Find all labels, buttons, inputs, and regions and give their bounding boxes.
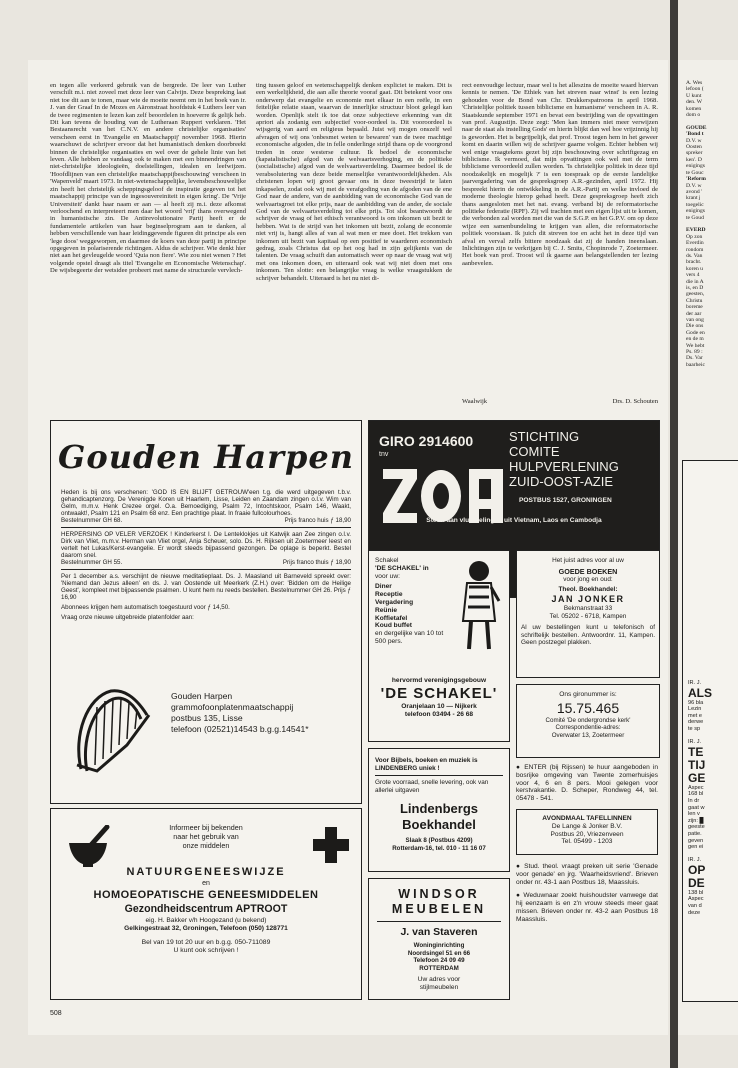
article-column-3 bbox=[462, 82, 658, 398]
gh-addr-1: grammofoonplatenmaatschappij bbox=[171, 702, 294, 712]
ad-gouden-harpen bbox=[50, 420, 362, 804]
giro-t3: Overwater 13, Zoetermeer bbox=[551, 731, 625, 739]
schakel-item-2: Vergadering bbox=[375, 598, 414, 606]
facing-page-line: geesten, bbox=[686, 291, 705, 298]
facing-page-line: krant j bbox=[686, 195, 701, 202]
windsor-w3: Telefoon 24 09 49 bbox=[413, 957, 465, 965]
facing-page-line: We hebt bbox=[686, 342, 705, 349]
ad-ondergrondse-kerk bbox=[516, 684, 660, 758]
magazine-page bbox=[28, 60, 668, 1035]
facing-page-line: TE bbox=[688, 744, 704, 759]
facing-page-line: 'Bond t bbox=[686, 131, 704, 138]
lindenberg-addr1: Slaak 8 (Postbus 4209) bbox=[405, 837, 473, 844]
schakel-item-0: Diner bbox=[375, 583, 392, 591]
ad-windsor-meubelen bbox=[368, 878, 510, 1000]
facing-page-line: komen bbox=[686, 105, 702, 112]
windsor-w1: Woninginrichting bbox=[413, 942, 465, 949]
facing-page-line: D.V. w bbox=[686, 182, 702, 189]
jonker-t5: Bekmanstraat 33 bbox=[563, 605, 613, 613]
homoeo-t4: NATUURGENEESWIJZE bbox=[126, 866, 286, 878]
schakel-item-5: Koud buffet bbox=[375, 622, 412, 630]
jonker-t2: voor jong en oud: bbox=[563, 575, 613, 583]
jonker-t3: Theol. Boekhandel: bbox=[558, 586, 618, 594]
article-column-1 bbox=[50, 82, 246, 412]
facing-page-line: lefoon ( bbox=[686, 86, 704, 93]
facing-page-line: GOUDE bbox=[686, 124, 707, 131]
gh-addr-3: telefoon (02521)14543 b.g.g.14541* bbox=[171, 724, 309, 734]
facing-page-line: 96 bla bbox=[688, 699, 704, 706]
schakel-intro: Schakel bbox=[375, 557, 399, 564]
ad-homoeopathie bbox=[50, 808, 362, 1000]
harp-logo-icon bbox=[67, 685, 155, 775]
jonker-t4: JAN JONKER bbox=[551, 594, 625, 605]
facing-page-line: dom o bbox=[686, 112, 701, 119]
gh-text-4: Abonnees krijgen hem automatisch toegestuurd voor ƒ 14,50. bbox=[61, 604, 230, 611]
lindenberg-addr2: Rotterdam-16, tel. 010 - 11 16 07 bbox=[392, 845, 486, 852]
facing-page-line: Aspec bbox=[688, 896, 704, 903]
bullet-icon: ● bbox=[516, 764, 522, 771]
facing-page-line: spreker bbox=[686, 150, 703, 157]
gh-price-2: Prijs franco thuis ƒ 18,90 bbox=[282, 559, 351, 566]
facing-page-line: IR. J. bbox=[688, 857, 702, 864]
facing-page-line: boreme bbox=[686, 304, 703, 311]
zoa-giro: GIRO 2914600 bbox=[379, 433, 474, 449]
article-text-col2: ting tussen geloof en wetenschappelijk denken expliciet te maken. Dit is een werkelijkheid, die aan alle theorie vooraf gaat. Dit betekent voor ons onderwerp dat evangelie en economie met elkaar in een reële, in een feitelijke relatie staan, waarvan de innerlijke structuur bloot gelegd kan worden. Openlijk stelt ik toe dat onze subjectieve erkenning van dit apriori als zodanig een subjectief voor-oordeel is. Dit vooroordeel is wijsgerig van aard en religieus bepaald. Juist wij mogen onszelf wel afvragen of wij ons 'onbesmet weten te bewaren' van de twee machtige economische afgoden, die in felle onderlinge strijd thans op de voorgrond treden in onze westerse cultuur. Ik bedoel de economische (kapatalistische) afgod van de welvaartsverhoging, en de politieke (socialistische) afgod van de welvaartsverdeling. Daarmee bedoel ik de verabsolutering van deze beide menselijke verantwoordelijkheden. Als christenen lopen wij groot gevaar ons in deze tweestrijd te laten inkapselen, zodat ook wij met de verafgoding van de afgoden van de ene God naar de andere, van de aanbidding van de economische God van de welvaartsgroei tot elke prijs, naar de aanbidding van de ander, de sociale God van de welvaartsverdeling tot elke prijs. Tot slot beantwoordt de schrijver de vraag of het ethisch verantwoord is om inkomen uit bezit te hebben. Wat is de strijd van het inkomen uit bezit, zolang de economie niet vrij is, hangt alles af van al wat men er mee doet. Het trekken van inkomen uit bezit van kapitaal op een positief te waarderen economisch gedrag, zoals Christus dat op het oog had in zijn gelijkenis van de talenten. De vraag schuift dan automatisch weer op naar de vraag wat wij met ons inkomen doen, en uiteraard ook wat wij niet doen met ons inkomen. Ten slotte: een belangrijke vraag is welke vraagstukken de schrijver behandelt. Uiteraard is het nu niet di- bbox=[256, 82, 452, 282]
facing-page-line: van ong bbox=[686, 317, 704, 324]
facing-page-line: geven bbox=[688, 837, 704, 844]
windsor-t2: MEUBELEN bbox=[391, 902, 487, 916]
gh-addr-0: Gouden Harpen bbox=[171, 691, 233, 701]
classified-stud bbox=[516, 863, 658, 886]
jonker-t6: Tel. 05202 - 6718, Kampen bbox=[549, 612, 627, 620]
facing-page-line: len v bbox=[688, 811, 700, 818]
facing-page-line: der aar bbox=[686, 310, 702, 317]
schakel-addr1: Oranjelaan 10 — Nijkerk bbox=[401, 703, 477, 710]
schakel-addr2: telefoon 03494 - 26 68 bbox=[404, 711, 474, 718]
facing-page-line: 138 bl bbox=[688, 889, 704, 896]
facing-page-line: 'Reform bbox=[686, 176, 706, 183]
gh-price-1: Prijs franco huis ƒ 18,90 bbox=[284, 517, 351, 524]
facing-page-line: Ps. 89 : bbox=[686, 349, 703, 356]
facing-page-line: ken'. D bbox=[686, 156, 702, 163]
facing-page-line: GE bbox=[688, 770, 706, 785]
gouden-harpen-logo: Gouden Harpen bbox=[58, 438, 354, 476]
schakel-big: 'DE SCHAKEL' bbox=[380, 685, 498, 702]
child-illustration bbox=[455, 557, 501, 657]
jonker-t7: Al uw bestellingen kunt u telefonisch of schriftelijk bestellen. Antwoordnr. 11, Kampen. Geen postzegel plakken. bbox=[521, 623, 655, 647]
giro-label: Ons gironummer is: bbox=[559, 691, 617, 698]
article-text-col1: en tegen alle verkeerd gebruik van de bergrede. De leer van Luther verschilt m.i. niet zoveel met deze leer van Calvijn. Deze bespreking laat niet toe dit aan te tonen, maar wie de moeite neemt om in het boek van ir. J. van der Graaf In de Mozes en Aäronstraat hoofdstuk 4 Luthers leer van de twee regimenten te lezen kan zelf beoordelen in hoeverre ik gelijk heb. Dit kan tevens de houding van de Lutheraan Ruppert verklaren. 'Het Bestaansrecht van het C.N.V. en andere christelijke organisaties' verscheen eerst in 'Evangelie en Maatschappij' november 1968. Hierin waarschuwt de schrijver ervoor dat het humanistisch denken doorbreekt binnen de christelijke organisaties en wel over de gehele linie van het leven. Alle hebben ze vandaag ook te maken met een binnendringen van niet-christelijke ideologieën, doelstellingen, idealen en leefwijzen. 'Hoofdlijnen van een christelijke maatschappijbeschouwing' verscheen in 'Wapenveld' maart 1973. In niet-wetenschappelijke, levensbeschouwelijke zin heeft het christelijk scheppingsgeloof de inspiratie gegeven tot het maatschappij principe van de ingesouvereiniteit in eigen kring'. De 'Vrije Universiteit' dankt haar naam er aan — al heeft zij m.i. deze afkomst verloochend en interpreteert men daar het woord 'vrij' thans overwegend in humanistische zin. De Antirevolutionaire Partij heeft er de fundamentele artikelen van haar beginselprogram aan te danken, al hebben verschillende van haar leidinggevende figuren dit principe als een 'lege doos' weggeworpen, en daarmee de koers van deze partij in principe opgegeven in polariserende richtingen. Aldus de schrijver. Wie denkt hier niet aan het gevleugelde woord 'Quia non fiere'. Wie zou niet wenen ? Het volgende opstel draagt als titel 'Evangelie en Economische Wetenschap'. De wijsbegeerte der wetsidee probeert met name de structurele vervlech- bbox=[50, 82, 246, 275]
page-number: 508 bbox=[50, 1010, 62, 1017]
giro-t1: Comité 'De ondergrondse kerk' bbox=[545, 717, 631, 724]
gh-text-3: Per 1 december a.s. verschijnt de nieuwe meditatieplaat. Ds. J. Maasland uit Barneveld spreekt over: 'Niemand dan Jezus alleen' en ds. J. van Oostende uit Meerkerk (Z.H.) over: 'Bidden om de Heilige Geest', kompleet met bijpassende psalmen. U kunt hem nu reeds bestellen. Bestelnummer GH 26. Prijs ƒ 16,90 bbox=[61, 573, 351, 601]
classified-enter-text: ENTER (bij Rijssen) te huur aangeboden in bosrijke omgeving van Twente zomerhuisjes voor 4, 6 en 8 pers. Mooi gelegen voor kerstvakantie. D. Scheper, Rondweg 44, tel. 05478 - 541. bbox=[516, 764, 658, 803]
zoa-title-1: COMITE bbox=[509, 444, 560, 459]
facing-page-line: van d bbox=[688, 903, 702, 910]
zoa-title-3: ZUID-OOST-AZIE bbox=[509, 474, 613, 489]
article-text-col3: rect eenvoudige lectuur, maar wel is het alleszins de moeite waard hiervan kennis te nemen. 'De Ethiek van het streven naar winst' is een lezing gehouden voor de Bond van Chr. Drukkerspatroons in april 1968. 'Christelijke politiek tussen biblicisme en humanisme' verscheen in A. R. Staatskunde september 1971 en bevat een bestrijding van de opvattingen van prof. Augustijn. Deze zegt: 'Men kan immers niet meer verwijzen naar de staat als instelling Gods' en hierin blijkt dan wel hoe vrijzinnig hij is geworden. Het is begrijpelijk, dat prof. Troost tegen hem in het geweer komt en daarin willen wij de schrijver gaarne volgen. Echter hebben wij wel enige vraagtekens gezet bij zijn beschouwing over schriftgezag en biblicisme. Ik vermoed, dat mijn opvattingen ook wel met de term biblicisme veroordeeld zullen worden. 'Is christelijke politiek in deze tijd noodzakelijk en mogelijk ?' is een toespraak op de eerste landelijke jaarvergadering van de gespreksgroep A.R.-gezinden, april 1972. Hij bespreekt hierin de ontwikkeling in de A.R.-Partij en welke invloed de moderne theologie hierop gehad heeft. Deze gespreksgroep heeft zich thans aangesloten met het nat. evang. verband bij de reformatorische politieke federatie (RPF). Zij wil trachten met een eigen lijst uit te komen, die verbonden zal worden met die van de S.G.P. en het G.P.V. om op deze wijze een samenbundeling te krijgen van allen, die reformatorische politiek voorstaan. Ik juich dit streven toe en acht het in deze tijd van afval en verval zelfs bittere noodzaak dat zij de handen ineenslaan. Inlichtingen zijn te verkrijgen bij C. J. Smits, Chopinrode 7, Zoetermeer. Het boek van prof. Troost wil ik gaarne aan belangstellenden ter lezing aanbevelen. bbox=[462, 82, 658, 267]
windsor-w5: Uw adres voor stijlmeubelen bbox=[417, 976, 461, 992]
homoeo-t11: U kunt ook schrijven ! bbox=[173, 947, 239, 954]
lindenberg-t2: Grote voorraad, snelle levering, ook van allerlei uitgaven bbox=[375, 779, 489, 794]
ad-lindenbergs bbox=[368, 748, 510, 872]
gh-text-5: Vraag onze nieuwe uitgebreide platenfolder aan: bbox=[61, 614, 194, 621]
mortar-pestle-icon bbox=[65, 825, 111, 869]
windsor-w2: Noordsingel 51 en 66 bbox=[407, 949, 471, 957]
facing-page-line: Aspec bbox=[688, 784, 704, 791]
homoeo-t3: onze middelen bbox=[182, 841, 230, 850]
jonker-t1: GOEDE BOEKEN bbox=[558, 566, 618, 576]
zoa-title-2: HULPVERLENING bbox=[509, 459, 619, 474]
schakel-item-1: Receptie bbox=[375, 591, 403, 599]
facing-page-line: Gode en bbox=[686, 329, 705, 336]
homoeo-t6: HOMOEOPATISCHE GENEESMIDDELEN bbox=[93, 889, 319, 901]
gh-order-2: Bestelnummer GH 55. bbox=[61, 559, 123, 566]
facing-page-line: te Goud bbox=[686, 214, 704, 221]
facing-page-line: rondom bbox=[686, 246, 704, 253]
avond-0: AVONDMAAL TAFELLINNEN bbox=[542, 814, 632, 822]
facing-page-line: 168 bl bbox=[688, 791, 704, 798]
windsor-w4: ROTTERDAM bbox=[419, 964, 459, 972]
ad-de-schakel bbox=[368, 550, 510, 742]
facing-page-line: baarheic bbox=[686, 361, 705, 368]
facing-page-line: U kunt bbox=[686, 92, 702, 99]
facing-page-line: In dr bbox=[688, 797, 700, 804]
classified-weduwnaar-text: Weduwnaar zoekt huishoudster vanwege dat hij eenzaam is en z'n vrouw steeds meer gaat missen. Brieven onder nr. 43-2 aan Postbus 18 Maassluis. bbox=[516, 892, 658, 923]
facing-page-line: derwe bbox=[688, 719, 704, 726]
lindenberg-big1: Lindenbergs bbox=[399, 801, 478, 816]
facing-page-line: vers 4 bbox=[686, 272, 700, 279]
schakel-item-4: Koffietafel bbox=[375, 614, 408, 622]
schakel-extra: en dergelijke van 10 tot 500 pers. bbox=[375, 630, 444, 645]
classified-weduwnaar bbox=[516, 892, 658, 923]
facing-page-text-ad bbox=[688, 680, 712, 916]
cross-icon bbox=[313, 827, 349, 863]
zoa-postbus: POSTBUS 1527, GRONINGEN bbox=[519, 497, 612, 504]
facing-page-line: bracht. bbox=[686, 259, 702, 266]
avond-2: Postbus 20, Vriezenveen bbox=[550, 830, 624, 838]
facing-page-line: en de m bbox=[686, 336, 704, 343]
avond-3: Tel. 05499 - 1203 bbox=[561, 838, 613, 846]
facing-page-line: OP bbox=[688, 862, 706, 877]
facing-page-line: geeste bbox=[688, 824, 705, 831]
facing-page-line: die in A bbox=[686, 278, 704, 285]
facing-page-line: Die ons bbox=[686, 323, 704, 330]
homoeo-t7: Gezondheidscentrum APTROOT bbox=[124, 903, 288, 915]
gh-text-1: Heden is bij ons verschenen: 'GOD IS EN BLIJFT GETROUW'een t.g. die werd uitgegeven t.b.v. gehandicaptenzorg. De Verenigde Koren uit Haarlem, Lisse, Leiden en Zaandam zingen o.l.v. Wim van Gelm, m.m.v. Henk Crezee orgel. O.a. Bemoediging, Psalm 72, Intochtskoor, Psalm 146, Waakt, ontwaakt!, Psalm 121 en Psalm 68 enz. Een prachtige plaat. In fraaie fullcolourhoes. bbox=[61, 489, 351, 517]
avond-1: De Lange & Jonker B.V. bbox=[551, 822, 623, 830]
facing-page-line: Christu bbox=[686, 297, 703, 304]
lindenberg-t1: Voor Bijbels, boeken en muziek is LINDENBERG uniek ! bbox=[375, 757, 478, 772]
facing-page-line bbox=[688, 733, 712, 740]
zoa-footer: Steun aan vluchtelingen uit Vietnam, Laos en Cambodja bbox=[426, 517, 602, 524]
windsor-name: J. van Staveren bbox=[400, 926, 478, 938]
facing-page-line: DE bbox=[688, 875, 705, 890]
facing-page-line: is, en D bbox=[686, 285, 704, 291]
facing-page-line: gen ei bbox=[688, 844, 704, 851]
article-author: Drs. D. Schouten bbox=[612, 398, 658, 405]
schakel-hv: hervormd verenigingsgebouw bbox=[391, 677, 487, 684]
facing-page-line: Op zon bbox=[686, 233, 703, 240]
article-column-2 bbox=[256, 82, 452, 412]
facing-page-line: avond ' bbox=[686, 188, 703, 195]
facing-page-line: Ds. Var bbox=[686, 355, 703, 362]
facing-page-line: gaat w bbox=[688, 804, 705, 811]
windsor-t1: WINDSOR bbox=[398, 887, 480, 901]
facing-page-line: IR. J. bbox=[688, 739, 702, 746]
schakel-name: 'DE SCHAKEL' in bbox=[375, 564, 429, 572]
lindenberg-big2: Boekhandel bbox=[402, 817, 476, 832]
schakel-voor: voor uw: bbox=[375, 572, 400, 580]
facing-page-line: met e bbox=[688, 712, 702, 719]
ad-jan-jonker bbox=[516, 550, 660, 678]
article-place: Waalwijk bbox=[462, 398, 488, 405]
homoeo-t2: naar het gebruik van bbox=[173, 832, 239, 841]
article-signature bbox=[462, 398, 658, 408]
giro-t2: Correspondentie-adres: bbox=[555, 724, 621, 732]
facing-page-line: IR. J. bbox=[688, 680, 702, 686]
facing-page bbox=[678, 60, 738, 1035]
jonker-head: Het juist adres voor al uw bbox=[552, 557, 624, 564]
facing-page-line: enigings bbox=[686, 208, 705, 215]
facing-page-line: A. Wes bbox=[686, 80, 703, 86]
facing-page-line: EVERD bbox=[686, 227, 706, 234]
facing-page-line: te sp bbox=[688, 725, 701, 732]
facing-page-line: den. W bbox=[686, 99, 703, 106]
facing-page-line: Oosten bbox=[686, 144, 702, 151]
gh-order-1: Bestelnummer GH 68. bbox=[61, 517, 123, 524]
page-gutter bbox=[670, 0, 678, 1068]
facing-page-line: TIJ bbox=[688, 757, 706, 772]
facing-page-line: toegelic bbox=[686, 201, 704, 208]
classified-enter bbox=[516, 764, 658, 803]
zoa-tnv: tnv bbox=[379, 451, 389, 458]
homoeo-t1: Informeer bij bekenden bbox=[169, 823, 243, 832]
facing-page-line: D.V. w bbox=[686, 137, 702, 144]
facing-page-line: zijn: █ bbox=[688, 817, 704, 824]
bullet-icon: ● bbox=[516, 892, 521, 900]
classified-stud-text: Stud. theol. vraagt preken uit serie 'Genade voor genade' en jrg. 'Waarheidsvriend'. Brieven onder nr. 43-1 aan Postbus 18, Maassluis. bbox=[516, 862, 658, 886]
zoa-logo bbox=[383, 465, 503, 525]
classifieds bbox=[516, 764, 658, 924]
facing-page-text-top bbox=[686, 80, 707, 368]
homoeo-t8: eig. H. Bakker v/h Hoogezand (u bekend) bbox=[145, 917, 267, 924]
facing-page-line: patie. bbox=[688, 830, 702, 837]
homoeo-t5: en bbox=[202, 880, 210, 887]
schakel-item-3: Reünie bbox=[375, 606, 397, 614]
bullet-icon: ● bbox=[516, 862, 522, 870]
giro-number: 15.75.465 bbox=[556, 700, 620, 716]
ad-avondmaal bbox=[516, 809, 658, 855]
facing-page-line: te Gouc bbox=[686, 169, 704, 176]
homoeo-t9: Gelkingestraat 32, Groningen, Telefoon (050) 128771 bbox=[124, 925, 288, 932]
facing-page-line: Everdin bbox=[686, 240, 704, 247]
gh-addr-2: postbus 135, Lisse bbox=[171, 713, 243, 723]
gh-text-2: HERPERSING OP VELER VERZOEK ! Kinderkerst I. De Lenteklokjes uit Katwijk aan Zee zingen o.l.v. Dirk van Vliet, m.m.v. Herman van Vliet orgel, Anja Scheuer, solo. Ds. H. Rijksen uit Zoetermeer leest en vertelt het Lukas/Kerst-evangelie. Er wordt steeds bijpassend gezongen. De oplage is beperkt. Bestel daarom snel. bbox=[61, 531, 351, 559]
facing-page-line: deze bbox=[688, 909, 701, 916]
facing-page-line: ds. Van bbox=[686, 252, 703, 259]
facing-page-line: koren u bbox=[686, 265, 703, 272]
facing-page-line: enigings bbox=[686, 163, 705, 170]
facing-page-line bbox=[688, 851, 712, 858]
facing-page-line: Lezin bbox=[688, 706, 702, 713]
zoa-title-0: STICHTING bbox=[509, 429, 580, 444]
homoeo-t10: Bel van 19 tot 20 uur en b.g.g. 050-711089 bbox=[141, 939, 271, 946]
facing-page-line: ALS bbox=[688, 685, 712, 700]
